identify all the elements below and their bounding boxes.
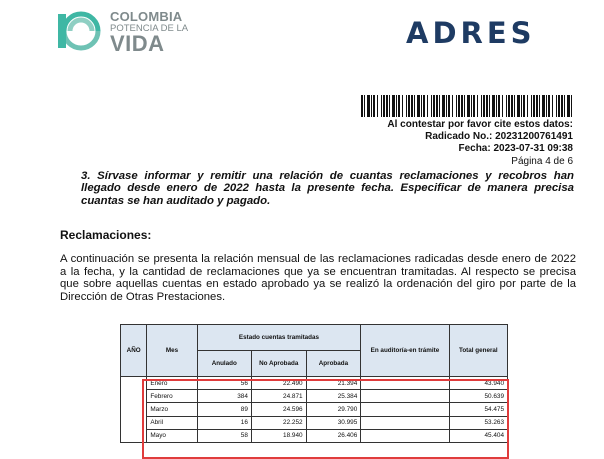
cell-total: 53.263 [449, 416, 507, 429]
cell-no-aprobada: 22.490 [251, 377, 306, 390]
cell-no-aprobada: 18.940 [251, 429, 306, 442]
cell-mes: Marzo [147, 403, 197, 416]
cell-no-aprobada: 24.871 [251, 390, 306, 403]
cell-no-aprobada: 24.596 [251, 403, 306, 416]
col-anulado: Anulado [197, 351, 251, 377]
radicado-stamp [387, 119, 573, 168]
logo-line-potencia: POTENCIA DE LA [110, 23, 189, 34]
stamp-fecha: Fecha: 2023-07-31 09:38 [458, 143, 573, 155]
col-group-estado: Estado cuentas tramitadas [197, 325, 361, 351]
col-total: Total general [449, 325, 507, 377]
cell-aprobada: 30.995 [306, 416, 361, 429]
cell-total: 54.475 [449, 403, 507, 416]
cell-mes: Mayo [147, 429, 197, 442]
cell-anulado: 58 [197, 429, 251, 442]
stamp-instruction: Al contestar por favor cite estos datos: [387, 119, 573, 130]
col-aprobada: Aprobada [306, 351, 361, 377]
intro-paragraph: A continuación se presenta la relación mensual de las reclamaciones radicadas desde enero de 2022 a la fecha, y la cantidad de reclamaciones que ya se encuentran tramitadas. Al respecto se precisa que sobre aquellas cuentas en estado aprobado ya se realizó la ordenación del giro por parte de la Dirección de Otras Prestaciones. [60, 253, 576, 303]
col-auditoria: En auditoría-en trámite [361, 325, 449, 377]
cell-total: 43.940 [449, 377, 507, 390]
question-3: 3. Sírvase informar y remitir una relación de cuantas reclamaciones y recobros han llegado desde enero de 2022 hasta la presente fecha. Especificar de manera precisa cuantas se han auditado y pagado. [81, 170, 574, 207]
cell-aprobada: 29.790 [306, 403, 361, 416]
cell-anulado: 16 [197, 416, 251, 429]
cell-anulado: 384 [197, 390, 251, 403]
cell-aprobada: 26.406 [306, 429, 361, 442]
cell-anulado: 89 [197, 403, 251, 416]
logo-line-colombia: COLOMBIA [110, 9, 183, 24]
colombia-potencia-de-la-vida-logo [58, 8, 198, 56]
adres-logo-text: ADRES [406, 16, 536, 50]
section-heading: Reclamaciones: [60, 228, 152, 242]
colombia-wave-icon [58, 8, 104, 54]
cell-total: 50.639 [449, 390, 507, 403]
col-no-aprobada: No Aprobada [251, 351, 306, 377]
cell-aprobada: 25.384 [306, 390, 361, 403]
cell-total: 45.404 [449, 429, 507, 442]
col-year: AÑO [121, 325, 147, 377]
cell-anulado: 56 [197, 377, 251, 390]
cell-aprobada: 21.394 [306, 377, 361, 390]
cell-mes: Abril [147, 416, 197, 429]
logo-line-vida: VIDA [110, 30, 165, 56]
col-month: Mes [147, 325, 197, 377]
cell-no-aprobada: 22.252 [251, 416, 306, 429]
barcode-icon [361, 95, 572, 117]
stamp-radicado: Radicado No.: 20231200761491 [425, 131, 573, 143]
cell-mes: Febrero [147, 390, 197, 403]
page-number: Página 4 de 6 [511, 155, 573, 167]
highlight-box [142, 379, 509, 459]
cell-mes: Enero [147, 377, 197, 390]
adres-logo [406, 16, 536, 50]
